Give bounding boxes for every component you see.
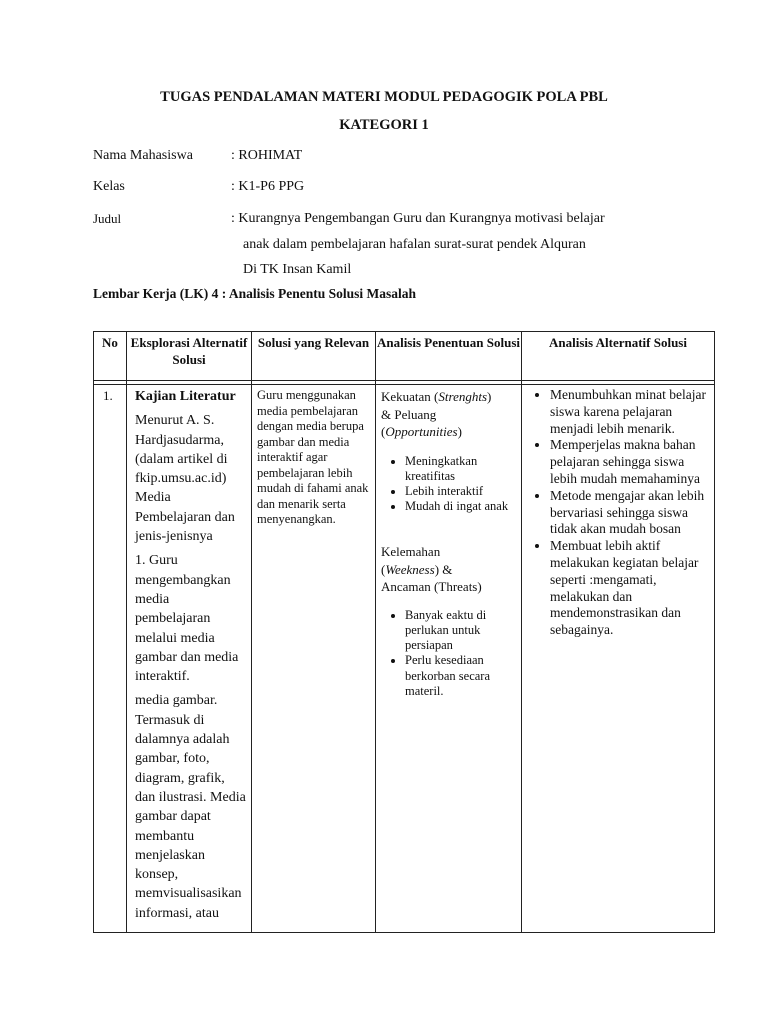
kelas-value: : K1-P6 PPG bbox=[231, 179, 305, 194]
list-item: • Membuat lebih aktif melakukan kegiatan belajar seperti :mengamati, melakukan dan mendemonstrasikan dan sebagainya. bbox=[550, 538, 710, 639]
eksplorasi-para-1: Menurut A. S. Hardjasudarma, (dalam artikel di fkip.umsu.ac.id) Media Pembelajaran dan jenis-jenisnya bbox=[135, 413, 235, 545]
weakness-label: (Weekness) & bbox=[381, 561, 453, 577]
list-item: • Meningkatkan kreatifitas bbox=[405, 454, 517, 484]
kelas-label: Kelas bbox=[93, 179, 125, 194]
document-title: TUGAS PENDALAMAN MATERI MODUL PEDAGOGIK POLA PBL bbox=[160, 89, 608, 105]
eksplorasi-para-3: media gambar. Termasuk di dalamnya adalah gambar, foto, diagram, grafik, dan ilustrasi. Media gambar dapat membantu menjelaskan konsep, memvisualisasikan informasi, atau bbox=[135, 693, 246, 921]
kekuatan-label: Kekuatan (Strenghts) bbox=[381, 389, 492, 404]
nama-label: Nama Mahasiswa bbox=[93, 148, 193, 163]
nama-value: : ROHIMAT bbox=[231, 148, 303, 163]
header-eksplorasi: Eksplorasi Alternatif Solusi bbox=[127, 332, 252, 381]
list-item: • Mudah di ingat anak bbox=[405, 499, 517, 514]
table-row bbox=[94, 385, 715, 933]
judul-line-1: : Kurangnya Pengembangan Guru dan Kurangnya motivasi belajar bbox=[231, 211, 605, 226]
document-subtitle: KATEGORI 1 bbox=[339, 117, 429, 133]
solusi-cell: Guru menggunakan media pembelajaran dengan media berupa gambar dan media interaktif agar pembelajaran lebih mudah di fahami anak dan menarik serta menyenangkan. bbox=[252, 385, 376, 933]
header-analisis-penentuan: Analisis Penentuan Solusi bbox=[376, 332, 522, 381]
list-item: • Metode mengajar akan lebih bervariasi sehingga siswa tidak akan mudah bosan bbox=[550, 488, 710, 538]
peluang-label: & Peluang (Opportunities) bbox=[381, 406, 462, 439]
analysis-table bbox=[93, 331, 715, 933]
strengths-list bbox=[381, 454, 517, 515]
judul-line-2: anak dalam pembelajaran hafalan surat-surat pendek Alquran bbox=[243, 237, 586, 252]
eksplorasi-para-2: 1. Guru mengembangkan media pembelajaran melalui media gambar dan media interaktif. bbox=[135, 553, 239, 685]
kelemahan-label: Kelemahan bbox=[381, 544, 441, 560]
list-item: • Banyak eaktu di perlukan untuk persiapan bbox=[405, 608, 517, 654]
list-item: • Lebih interaktif bbox=[405, 484, 517, 499]
row-number: 1. bbox=[94, 385, 127, 933]
judul-line-3: Di TK Insan Kamil bbox=[243, 262, 352, 277]
ancaman-label: Ancaman (Threats) bbox=[381, 579, 482, 595]
table-header-row bbox=[94, 332, 715, 381]
eksplorasi-cell bbox=[127, 385, 252, 933]
lk-title: Lembar Kerja (LK) 4 : Analisis Penentu Solusi Masalah bbox=[93, 286, 417, 301]
header-analisis-alternatif: Analisis Alternatif Solusi bbox=[522, 332, 715, 381]
analisis-penentuan-cell bbox=[376, 385, 522, 933]
judul-label: Judul bbox=[93, 211, 122, 226]
list-item: • Memperjelas makna bahan pelajaran sehingga siswa lebih mudah memahaminya bbox=[550, 437, 710, 487]
header-solusi: Solusi yang Relevan bbox=[252, 332, 376, 381]
header-no: No bbox=[94, 332, 127, 381]
alternatif-list bbox=[527, 387, 710, 639]
weaknesses-list bbox=[381, 608, 517, 699]
list-item: • Menumbuhkan minat belajar siswa karena pelajaran menjadi lebih menarik. bbox=[550, 387, 710, 437]
eksplorasi-heading: Kajian Literatur bbox=[135, 389, 236, 404]
list-item: • Perlu kesediaan berkorban secara materil. bbox=[405, 653, 517, 699]
analisis-alternatif-cell bbox=[522, 385, 715, 933]
